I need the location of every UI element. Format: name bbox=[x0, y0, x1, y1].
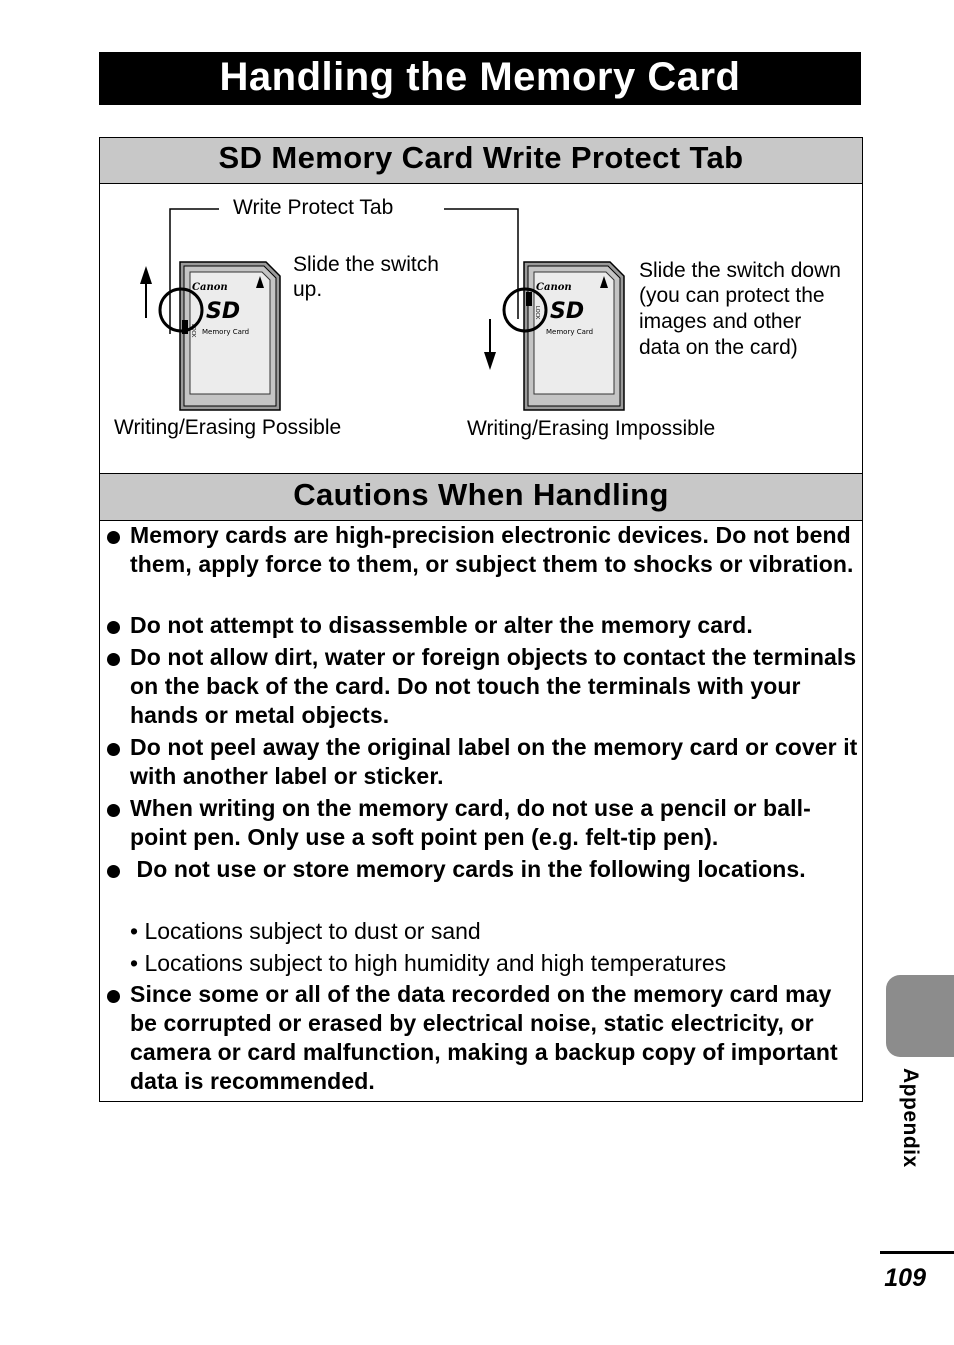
sub-item-dust: • Locations subject to dust or sand bbox=[130, 918, 481, 944]
caution-text: When writing on the memory card, do not use a pencil or ball-point pen. Only use a soft point pen (e.g. felt-tip pen). bbox=[130, 795, 811, 850]
caution-text: Do not attempt to disassemble or alter the memory card. bbox=[130, 612, 753, 638]
left-caption: Writing/Erasing Possible bbox=[114, 416, 342, 439]
appendix-label: Appendix bbox=[899, 1068, 922, 1168]
bullet-icon bbox=[107, 653, 120, 666]
right-instruction-line2: (you can protect the bbox=[639, 284, 825, 307]
left-instruction-line2: up. bbox=[293, 278, 323, 301]
sub-item-humidity: • Locations subject to high humidity and high temperatures bbox=[130, 950, 727, 976]
caution-text: Since some or all of the data recorded on the memory card may be corrupted or erased by electrical noise, static electricity, or camera or card malfunction, making a backup copy of important data is recommended. bbox=[130, 981, 838, 1094]
svg-text:SD: SD bbox=[550, 299, 585, 324]
bullet-icon bbox=[107, 990, 120, 1003]
svg-text:Memory Card: Memory Card bbox=[546, 328, 594, 336]
write-protect-diagram bbox=[100, 184, 862, 473]
caution-text: Do not use or store memory cards in the following locations. bbox=[130, 856, 806, 882]
cautions-heading: Cautions When Handling bbox=[100, 473, 862, 521]
right-instruction-line1: Slide the switch down bbox=[639, 259, 841, 282]
svg-text:SD: SD bbox=[206, 299, 241, 324]
write-protect-heading: SD Memory Card Write Protect Tab bbox=[100, 138, 862, 184]
svg-text:Canon: Canon bbox=[192, 282, 228, 293]
bullet-icon bbox=[107, 804, 120, 817]
right-instruction-line4: data on the card) bbox=[639, 336, 798, 359]
sd-card-right-icon bbox=[524, 262, 624, 410]
left-instruction-line1: Slide the switch bbox=[293, 253, 439, 276]
right-caption: Writing/Erasing Impossible bbox=[467, 417, 716, 440]
arrow-down-icon bbox=[484, 319, 496, 370]
svg-text:LOCK: LOCK bbox=[534, 306, 540, 320]
appendix-tab bbox=[886, 975, 954, 1057]
bullet-icon bbox=[107, 865, 120, 878]
page-number: 109 bbox=[884, 1264, 926, 1292]
svg-text:Memory Card: Memory Card bbox=[202, 328, 250, 336]
bullet-icon bbox=[107, 743, 120, 756]
write-protect-tab-label: Write Protect Tab bbox=[233, 196, 394, 219]
bullet-icon bbox=[107, 621, 120, 634]
page-title: Handling the Memory Card bbox=[99, 52, 861, 105]
content-box bbox=[99, 137, 863, 1102]
sd-card-left-icon bbox=[180, 262, 280, 410]
page-number-rule bbox=[880, 1251, 954, 1254]
caution-text: Memory cards are high-precision electronic devices. Do not bend them, apply force to them, or subject them to shocks or vibration. bbox=[130, 522, 854, 577]
svg-text:Canon: Canon bbox=[536, 282, 572, 293]
bullet-icon bbox=[107, 531, 120, 544]
svg-text:LOCK: LOCK bbox=[190, 324, 196, 338]
caution-text: Do not allow dirt, water or foreign objects to contact the terminals on the back of the card. Do not touch the terminals with your hands or metal objects. bbox=[130, 644, 857, 728]
caution-text: Do not peel away the original label on the memory card or cover it with another label or sticker. bbox=[130, 734, 858, 789]
arrow-up-icon bbox=[140, 266, 152, 318]
right-instruction-line3: images and other bbox=[639, 310, 802, 333]
